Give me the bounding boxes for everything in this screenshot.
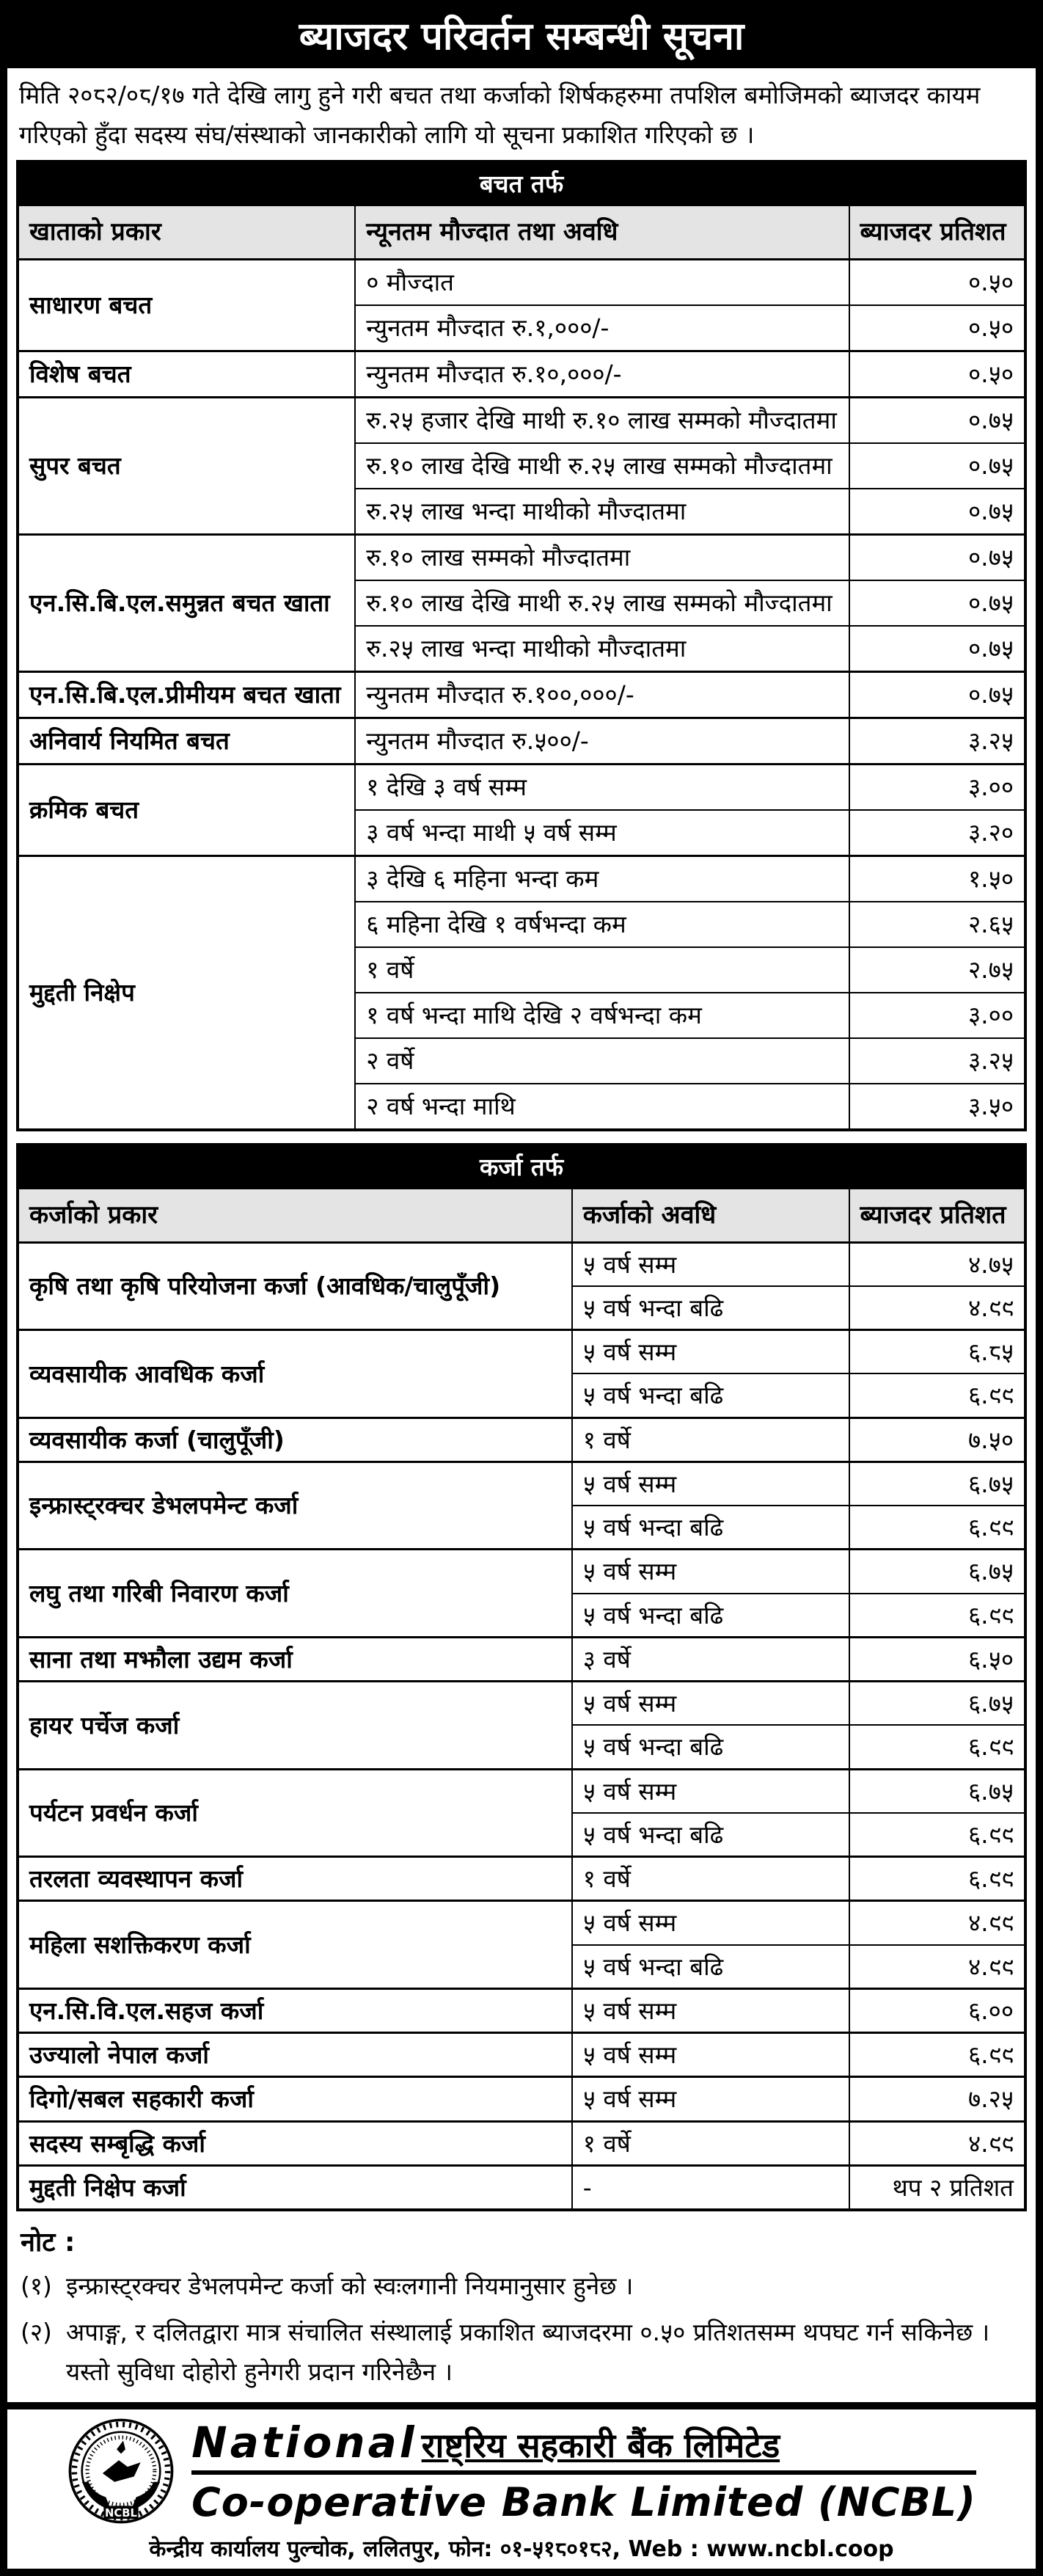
rate-cell: ३.०० bbox=[849, 764, 1025, 810]
rate-cell: ६.९९ bbox=[849, 1725, 1025, 1769]
rate-cell: ४.९९ bbox=[849, 1901, 1025, 1945]
rate-cell: ६.७५ bbox=[849, 1550, 1025, 1594]
rate-cell: ६.०० bbox=[849, 1988, 1025, 2032]
tenure-cell: ३ वर्षे bbox=[572, 1637, 849, 1681]
savings-column-header-row bbox=[18, 205, 1025, 259]
loan-type-cell: व्यवसायीक कर्जा (चालुपूँजी) bbox=[18, 1417, 572, 1462]
rate-cell: २.६५ bbox=[849, 902, 1025, 947]
condition-cell: न्युनतम मौज्दात रु.१०,०००/- bbox=[355, 351, 849, 397]
loan-col-header-loan-type: कर्जाको प्रकार bbox=[18, 1189, 572, 1242]
condition-cell: ३ वर्ष भन्दा माथी ५ वर्ष सम्म bbox=[355, 810, 849, 856]
savings-section-title: बचत तर्फ bbox=[18, 161, 1025, 205]
note-item bbox=[21, 2313, 1022, 2393]
rate-row bbox=[18, 1901, 1025, 1945]
rate-cell: ६.९९ bbox=[849, 1813, 1025, 1857]
tenure-cell: ५ वर्ष भन्दा बढि bbox=[572, 1373, 849, 1417]
tenure-cell: ५ वर्ष भन्दा बढि bbox=[572, 1594, 849, 1638]
footer-address: केन्द्रीय कार्यालय पुल्चोक, ललितपुर, फोन: ०१-५१८०१८२, Web : www.ncbl.coop bbox=[149, 2536, 894, 2563]
brand-row bbox=[67, 2417, 976, 2525]
logo-text: NCBL bbox=[105, 2507, 138, 2520]
rate-row bbox=[18, 351, 1025, 397]
rate-cell: ३.५० bbox=[849, 1084, 1025, 1130]
loan-type-cell: व्यवसायीक आवधिक कर्जा bbox=[18, 1330, 572, 1418]
account-type-cell: मुद्दती निक्षेप bbox=[18, 855, 355, 1130]
rate-cell: १.५० bbox=[849, 855, 1025, 902]
tenure-cell: ५ वर्ष सम्म bbox=[572, 1330, 849, 1374]
savings-col-header-account-type: खाताको प्रकार bbox=[18, 205, 355, 259]
rate-cell: ३.२५ bbox=[849, 1038, 1025, 1084]
rate-row bbox=[18, 2033, 1025, 2077]
rate-row bbox=[18, 2121, 1025, 2165]
condition-cell: १ वर्षे bbox=[355, 947, 849, 993]
rate-row bbox=[18, 1769, 1025, 1813]
rate-cell: ४.९९ bbox=[849, 1286, 1025, 1330]
savings-col-header-rate: ब्याजदर प्रतिशत bbox=[849, 205, 1025, 259]
tenure-cell: ५ वर्ष सम्म bbox=[572, 1462, 849, 1506]
condition-cell: रु.१० लाख देखि माथी रु.२५ लाख सम्मको मौज्दातमा bbox=[355, 443, 849, 489]
notes-label: नोट : bbox=[21, 2227, 76, 2258]
rate-cell: ४.७५ bbox=[849, 1242, 1025, 1286]
rate-cell: २.७५ bbox=[849, 947, 1025, 993]
rate-cell: ०.७५ bbox=[849, 580, 1025, 626]
rate-cell: ०.५० bbox=[849, 351, 1025, 397]
rate-row bbox=[18, 2077, 1025, 2121]
account-type-cell: एन.सि.बि.एल.समुन्नत बचत खाता bbox=[18, 534, 355, 671]
loan-type-cell: साना तथा मझौला उद्यम कर्जा bbox=[18, 1637, 572, 1681]
rate-row bbox=[18, 259, 1025, 305]
tenure-cell: ५ वर्ष सम्म bbox=[572, 1550, 849, 1594]
loan-type-cell: महिला सशक्तिकरण कर्जा bbox=[18, 1901, 572, 1989]
rate-cell: ०.७५ bbox=[849, 443, 1025, 489]
rate-cell: ०.७५ bbox=[849, 671, 1025, 718]
loan-type-cell: दिगो/सबल सहकारी कर्जा bbox=[18, 2077, 572, 2121]
rate-row bbox=[18, 1857, 1025, 1901]
rate-row bbox=[18, 1330, 1025, 1374]
tenure-cell: - bbox=[572, 2165, 849, 2210]
loan-type-cell: इन्फ्रास्ट्रक्चर डेभलपमेन्ट कर्जा bbox=[18, 1462, 572, 1550]
rate-cell: ७.२५ bbox=[849, 2077, 1025, 2121]
tenure-cell: ५ वर्ष भन्दा बढि bbox=[572, 1945, 849, 1989]
account-type-cell: साधारण बचत bbox=[18, 259, 355, 351]
condition-cell: न्युनतम मौज्दात रु.५००/- bbox=[355, 718, 849, 764]
loan-type-cell: उज्यालो नेपाल कर्जा bbox=[18, 2033, 572, 2077]
account-type-cell: एन.सि.बि.एल.प्रीमीयम बचत खाता bbox=[18, 671, 355, 718]
loan-type-cell: लघु तथा गरिबी निवारण कर्जा bbox=[18, 1550, 572, 1638]
condition-cell: २ वर्षे bbox=[355, 1038, 849, 1084]
rate-cell: ४.९९ bbox=[849, 1945, 1025, 1989]
note-number: (२) bbox=[21, 2317, 52, 2346]
savings-col-header-min-balance: न्यूनतम मौज्दात तथा अवधि bbox=[355, 205, 849, 259]
footer-brand-block bbox=[7, 2402, 1036, 2569]
loan-type-cell: हायर पर्चेज कर्जा bbox=[18, 1682, 572, 1770]
rate-row bbox=[18, 1417, 1025, 1462]
tenure-cell: ५ वर्ष सम्म bbox=[572, 2033, 849, 2077]
tenure-cell: ५ वर्ष सम्म bbox=[572, 1901, 849, 1945]
note-item bbox=[21, 2266, 1022, 2306]
rate-cell: ३.२० bbox=[849, 810, 1025, 856]
rate-cell: ६.५० bbox=[849, 1637, 1025, 1681]
rate-cell: ०.७५ bbox=[849, 397, 1025, 443]
savings-section-row bbox=[18, 161, 1025, 205]
condition-cell: न्युनतम मौज्दात रु.१००,०००/- bbox=[355, 671, 849, 718]
condition-cell: रु.२५ लाख भन्दा माथीको मौज्दातमा bbox=[355, 489, 849, 535]
rate-cell: थप २ प्रतिशत bbox=[849, 2165, 1025, 2210]
brand-name-english-national: National bbox=[191, 2417, 417, 2467]
tenure-cell: ५ वर्ष भन्दा बढि bbox=[572, 1286, 849, 1330]
rate-row bbox=[18, 764, 1025, 810]
rate-row bbox=[18, 2165, 1025, 2210]
rate-cell: ६.९९ bbox=[849, 1857, 1025, 1901]
rate-cell: ३.२५ bbox=[849, 718, 1025, 764]
tenure-cell: ५ वर्ष भन्दा बढि bbox=[572, 1725, 849, 1769]
loan-column-header-row bbox=[18, 1189, 1025, 1242]
tenure-cell: ५ वर्ष सम्म bbox=[572, 1988, 849, 2032]
rate-cell: ०.५० bbox=[849, 259, 1025, 305]
rate-cell: ०.७५ bbox=[849, 626, 1025, 672]
brand-name-nepali: राष्ट्रिय सहकारी बैंक लिमिटेड bbox=[421, 2425, 780, 2465]
note-text: अपाङ्ग, र दलितद्वारा मात्र संचालित संस्थालाई प्रकाशित ब्याजदरमा ०.५० प्रतिशतसम्म थपघट गर्न सकिनेछ । यस्तो सुविधा दोहोरो हुनेगरी प्रदान गरिनेछैन । bbox=[66, 2317, 990, 2386]
page-title: ब्याजदर परिवर्तन सम्बन्धी सूचना bbox=[7, 7, 1036, 68]
rate-cell: ६.७५ bbox=[849, 1462, 1025, 1506]
account-type-cell: विशेष बचत bbox=[18, 351, 355, 397]
loan-section-title: कर्जा तर्फ bbox=[18, 1145, 1025, 1189]
rate-row bbox=[18, 718, 1025, 764]
account-type-cell: क्रमिक बचत bbox=[18, 764, 355, 855]
brand-text bbox=[191, 2418, 976, 2525]
loan-table-body bbox=[18, 1242, 1025, 2210]
loan-type-cell: पर्यटन प्रवर्धन कर्जा bbox=[18, 1769, 572, 1857]
condition-cell: न्युनतम मौज्दात रु.१,०००/- bbox=[355, 305, 849, 351]
rate-cell: ६.९९ bbox=[849, 1373, 1025, 1417]
loan-type-cell: मुद्दती निक्षेप कर्जा bbox=[18, 2165, 572, 2210]
brand-name-english-coop: Co-operative Bank Limited (NCBL) bbox=[191, 2478, 976, 2525]
rate-cell: ४.९९ bbox=[849, 2121, 1025, 2165]
condition-cell: रु.२५ लाख भन्दा माथीको मौज्दातमा bbox=[355, 626, 849, 672]
tenure-cell: १ वर्षे bbox=[572, 1417, 849, 1462]
ncbl-emblem-icon bbox=[67, 2417, 175, 2525]
condition-cell: १ देखि ३ वर्ष सम्म bbox=[355, 764, 849, 810]
tenure-cell: ५ वर्ष भन्दा बढि bbox=[572, 1813, 849, 1857]
savings-table-body bbox=[18, 259, 1025, 1130]
loan-section-row bbox=[18, 1145, 1025, 1189]
condition-cell: रु.१० लाख देखि माथी रु.२५ लाख सम्मको मौज्दातमा bbox=[355, 580, 849, 626]
rate-row bbox=[18, 534, 1025, 580]
condition-cell: २ वर्ष भन्दा माथि bbox=[355, 1084, 849, 1130]
rate-row bbox=[18, 1462, 1025, 1506]
loan-rate-table bbox=[16, 1143, 1027, 2211]
rate-cell: ६.९९ bbox=[849, 2033, 1025, 2077]
rate-row bbox=[18, 1242, 1025, 1286]
intro-paragraph: मिति २०८२/०८/१७ गते देखि लागु हुने गरी बचत तथा कर्जाको शिर्षकहरुमा तपशिल बमोजिमको ब्याजदर कायम गरिएको हुँदा सदस्य संघ/संस्थाको जानकारीको लागि यो सूचना प्रकाशित गरिएको छ । bbox=[19, 81, 981, 149]
rate-cell: ६.७५ bbox=[849, 1682, 1025, 1726]
rate-cell: ६.९९ bbox=[849, 1594, 1025, 1638]
rate-row bbox=[18, 1682, 1025, 1726]
rate-cell: ०.७५ bbox=[849, 489, 1025, 535]
loan-col-header-tenure: कर्जाको अवधि bbox=[572, 1189, 849, 1242]
condition-cell: रु.१० लाख सम्मको मौज्दातमा bbox=[355, 534, 849, 580]
tenure-cell: ५ वर्ष भन्दा बढि bbox=[572, 1506, 849, 1550]
condition-cell: ६ महिना देखि १ वर्षभन्दा कम bbox=[355, 902, 849, 947]
rate-cell: ६.७५ bbox=[849, 1769, 1025, 1813]
tenure-cell: १ वर्षे bbox=[572, 1857, 849, 1901]
rate-cell: ६.८५ bbox=[849, 1330, 1025, 1374]
rate-row bbox=[18, 1550, 1025, 1594]
note-number: (१) bbox=[21, 2272, 52, 2301]
account-type-cell: अनिवार्य नियमित बचत bbox=[18, 718, 355, 764]
rate-cell: ३.०० bbox=[849, 993, 1025, 1038]
notes-list bbox=[21, 2266, 1022, 2392]
rate-row bbox=[18, 397, 1025, 443]
rate-cell: ७.५० bbox=[849, 1417, 1025, 1462]
rate-row bbox=[18, 1637, 1025, 1681]
rate-row bbox=[18, 671, 1025, 718]
loan-type-cell: सदस्य सम्बृद्धि कर्जा bbox=[18, 2121, 572, 2165]
condition-cell: ० मौज्दात bbox=[355, 259, 849, 305]
loan-type-cell: कृषि तथा कृषि परियोजना कर्जा (आवधिक/चालुपूँजी) bbox=[18, 1242, 572, 1330]
tenure-cell: ५ वर्ष सम्म bbox=[572, 1242, 849, 1286]
brand-line1 bbox=[191, 2418, 976, 2475]
rate-cell: ०.७५ bbox=[849, 534, 1025, 580]
loan-type-cell: एन.सि.वि.एल.सहज कर्जा bbox=[18, 1988, 572, 2032]
account-type-cell: सुपर बचत bbox=[18, 397, 355, 534]
rate-cell: ०.५० bbox=[849, 305, 1025, 351]
savings-rate-table bbox=[16, 160, 1027, 1131]
tenure-cell: १ वर्षे bbox=[572, 2121, 849, 2165]
condition-cell: ३ देखि ६ महिना भन्दा कम bbox=[355, 855, 849, 902]
note-text: इन्फ्रास्ट्रक्चर डेभलपमेन्ट कर्जा को स्वःलगानी नियमानुसार हुनेछ । bbox=[66, 2272, 634, 2301]
condition-cell: रु.२५ हजार देखि माथी रु.१० लाख सम्मको मौज्दातमा bbox=[355, 397, 849, 443]
loan-type-cell: तरलता व्यवस्थापन कर्जा bbox=[18, 1857, 572, 1901]
loan-col-header-rate: ब्याजदर प्रतिशत bbox=[849, 1189, 1025, 1242]
condition-cell: १ वर्ष भन्दा माथि देखि २ वर्षभन्दा कम bbox=[355, 993, 849, 1038]
tenure-cell: ५ वर्ष सम्म bbox=[572, 1682, 849, 1726]
rate-row bbox=[18, 1988, 1025, 2032]
tenure-cell: ५ वर्ष सम्म bbox=[572, 1769, 849, 1813]
tenure-cell: ५ वर्ष सम्म bbox=[572, 2077, 849, 2121]
rate-cell: ६.९९ bbox=[849, 1506, 1025, 1550]
rate-row bbox=[18, 855, 1025, 902]
notes-section bbox=[21, 2223, 1022, 2392]
